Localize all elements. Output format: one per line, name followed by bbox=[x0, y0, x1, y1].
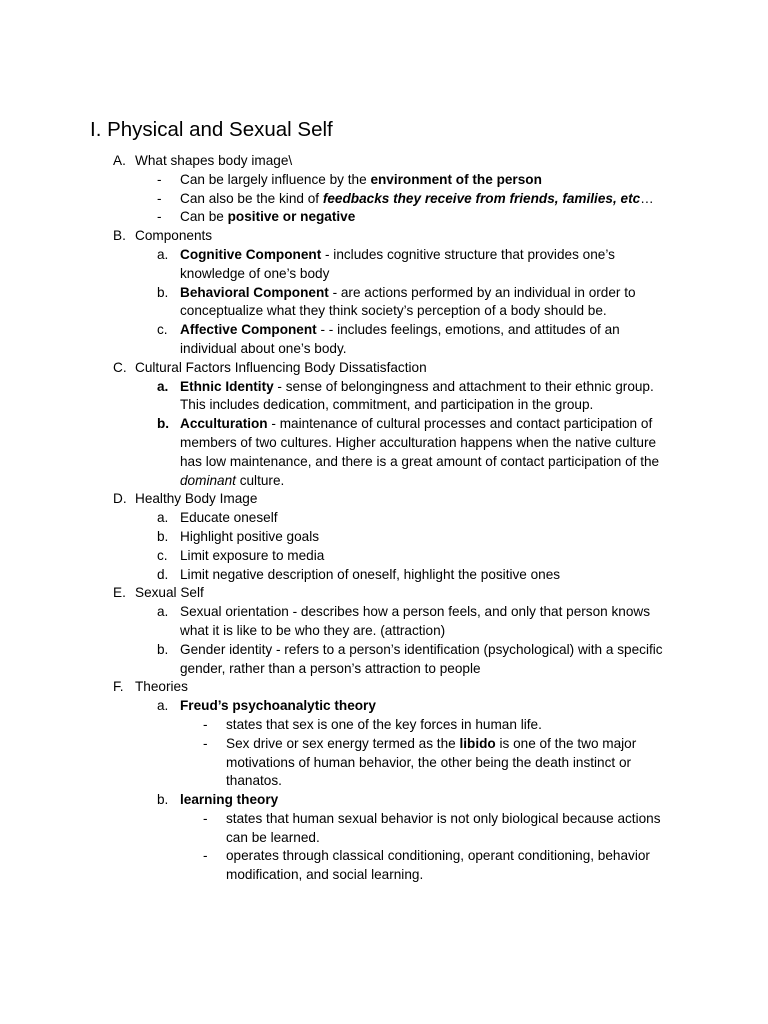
item-marker: c. bbox=[157, 547, 168, 563]
list-item bbox=[0, 566, 768, 585]
sub-list-item bbox=[0, 735, 768, 791]
section-marker: A. bbox=[113, 153, 126, 168]
list-item bbox=[0, 246, 768, 284]
item-text: Highlight positive goals bbox=[180, 528, 320, 544]
item-term: Acculturation bbox=[180, 416, 268, 432]
item-text: Sex drive or sex energy termed as the bbox=[226, 735, 460, 751]
dash-marker: - bbox=[203, 810, 208, 826]
item-term: Freud’s psychoanalytic theory bbox=[180, 698, 376, 714]
item-text: Educate oneself bbox=[180, 510, 278, 526]
item-marker: b. bbox=[157, 792, 169, 808]
item-text: Can be bbox=[180, 209, 228, 225]
section-heading: What shapes body image\ bbox=[135, 153, 293, 168]
item-marker: b. bbox=[157, 528, 169, 544]
section-marker: F. bbox=[113, 679, 124, 695]
list-item bbox=[0, 509, 768, 528]
item-marker: d. bbox=[157, 566, 169, 582]
sub-list-item bbox=[0, 810, 768, 848]
section-marker: B. bbox=[113, 228, 126, 244]
section-marker: D. bbox=[113, 491, 127, 507]
page-title: I. Physical and Sexual Self bbox=[90, 118, 333, 141]
item-text-suffix: is one of the two major motivations of human behavior, the other being the death instinct or thanatos. bbox=[226, 735, 637, 789]
item-definition: - - includes feelings, emotions, and attitudes of an individual about one’s body. bbox=[180, 322, 620, 356]
item-text-suffix: culture. bbox=[235, 472, 285, 488]
sub-list-item bbox=[0, 716, 768, 735]
item-text: states that sex is one of the key forces in human life. bbox=[226, 716, 542, 732]
item-term: Affective Component bbox=[180, 322, 317, 338]
item-term: learning theory bbox=[180, 792, 279, 808]
item-term: Ethnic Identity bbox=[180, 378, 274, 394]
section-e bbox=[0, 584, 768, 603]
dash-marker: - bbox=[157, 209, 162, 225]
item-marker: a. bbox=[157, 698, 169, 714]
item-marker: b. bbox=[157, 284, 169, 300]
section-heading: Cultural Factors Influencing Body Dissatisfaction bbox=[135, 359, 427, 375]
list-item bbox=[0, 791, 768, 810]
dash-marker: - bbox=[203, 735, 208, 751]
section-marker: E. bbox=[113, 585, 126, 601]
list-item bbox=[0, 547, 768, 566]
dash-marker: - bbox=[203, 716, 208, 732]
section-f bbox=[0, 678, 768, 697]
list-item bbox=[0, 208, 768, 227]
dash-marker: - bbox=[157, 190, 162, 206]
item-marker: a. bbox=[157, 378, 169, 394]
item-bold-text: libido bbox=[459, 735, 496, 751]
item-text: Can also be the kind of bbox=[180, 190, 323, 206]
list-item bbox=[0, 284, 768, 322]
item-text: Can be largely influence by the bbox=[180, 171, 371, 187]
item-bold-italic-text: feedbacks they receive from friends, families, etc bbox=[322, 190, 641, 206]
item-term: Behavioral Component bbox=[180, 284, 329, 300]
item-text-suffix: … bbox=[640, 190, 654, 206]
item-marker: c. bbox=[157, 322, 168, 338]
item-marker: a. bbox=[157, 246, 169, 262]
list-item bbox=[0, 603, 768, 641]
section-heading: Healthy Body Image bbox=[135, 491, 258, 507]
section-c bbox=[0, 359, 768, 378]
item-italic-text: dominant bbox=[180, 472, 236, 488]
list-item bbox=[0, 171, 768, 190]
section-b bbox=[0, 227, 768, 246]
item-text: Gender identity - refers to a person’s identification (psychological) with a specific gender, rather than a person’s attraction to people bbox=[180, 641, 663, 676]
list-item bbox=[0, 190, 768, 209]
item-text: Limit negative description of oneself, highlight the positive ones bbox=[180, 566, 561, 582]
list-item bbox=[0, 528, 768, 547]
list-item bbox=[0, 697, 768, 716]
item-text: operates through classical conditioning, operant conditioning, behavior modification, and social learning. bbox=[226, 848, 650, 883]
section-heading: Sexual Self bbox=[135, 585, 204, 601]
item-definition: - maintenance of cultural processes and contact participation of members of two cultures. Higher acculturation happens when the native culture has low maintenance, and there is a great amount of contact participation of the bbox=[180, 416, 660, 469]
item-term: Cognitive Component bbox=[180, 246, 322, 262]
item-bold-text: environment of the person bbox=[370, 171, 542, 187]
dash-marker: - bbox=[203, 848, 208, 864]
item-text: Limit exposure to media bbox=[180, 547, 325, 563]
item-marker: b. bbox=[157, 641, 169, 657]
section-heading: Components bbox=[135, 228, 213, 244]
item-definition: - sense of belongingness and attachment to their ethnic group. This includes dedication, commitment, and participation in the group. bbox=[180, 378, 654, 413]
list-item bbox=[0, 641, 768, 679]
item-marker: b. bbox=[157, 416, 170, 432]
section-d bbox=[0, 490, 768, 509]
dash-marker: - bbox=[157, 171, 162, 187]
sub-list-item bbox=[0, 847, 768, 885]
section-a bbox=[0, 152, 768, 171]
item-marker: a. bbox=[157, 604, 169, 620]
item-bold-text: positive or negative bbox=[227, 209, 356, 225]
list-item bbox=[0, 321, 768, 359]
item-definition: - are actions performed by an individual in order to conceptualize what they think society’s perception of a body should be. bbox=[180, 284, 636, 319]
item-text: states that human sexual behavior is not only biological because actions can be learned. bbox=[226, 810, 661, 845]
item-definition: - includes cognitive structure that provides one’s knowledge of one’s body bbox=[180, 246, 615, 281]
item-text: Sexual orientation - describes how a person feels, and only that person knows what it is like to be who they are. (attraction) bbox=[180, 604, 651, 638]
outline-body bbox=[0, 152, 768, 885]
list-item bbox=[0, 378, 768, 416]
section-marker: C. bbox=[113, 359, 127, 375]
section-heading: Theories bbox=[135, 679, 188, 695]
item-marker: a. bbox=[157, 510, 169, 526]
list-item bbox=[0, 415, 768, 490]
